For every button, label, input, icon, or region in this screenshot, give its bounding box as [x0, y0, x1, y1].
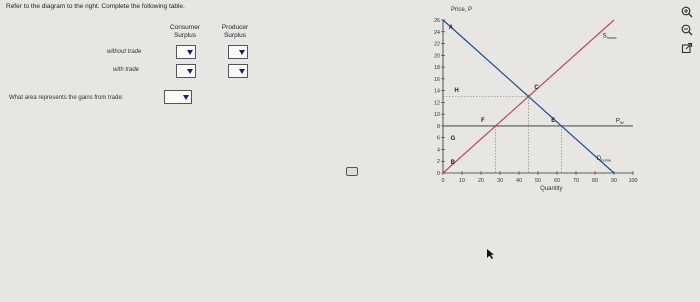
area-label-h: H	[454, 87, 459, 94]
area-label-e: E	[551, 117, 556, 124]
x-tick-label: 60	[554, 178, 560, 184]
x-tick-label: 30	[497, 178, 503, 184]
x-tick-label: 10	[459, 178, 465, 184]
area-label-g: G	[450, 136, 456, 143]
y-tick-label: 24	[434, 29, 440, 36]
chevron-down-icon	[183, 95, 189, 100]
zoom-out-icon[interactable]	[681, 23, 693, 35]
x-tick-label: 70	[573, 178, 579, 184]
area-label-c: C	[534, 84, 539, 91]
y-tick-label: 10	[434, 112, 440, 119]
chevron-down-icon	[187, 69, 193, 74]
mouse-cursor	[487, 246, 495, 264]
gains-question: What area represents the gains from trade:	[9, 95, 124, 101]
x-tick-label: 40	[516, 178, 522, 184]
chevron-down-icon	[239, 50, 245, 55]
area-label-a: A	[448, 24, 454, 31]
y-tick-label: 0	[437, 171, 440, 177]
y-tick-label: 20	[434, 53, 440, 60]
producer-surplus-without-trade-dropdown[interactable]	[228, 45, 248, 59]
consumer-surplus-without-trade-dropdown[interactable]	[176, 45, 196, 59]
row-label-without-trade: without trade	[107, 49, 142, 55]
zoom-in-icon[interactable]	[681, 5, 693, 17]
y-tick-label: 4	[437, 147, 440, 154]
equilibrium-point	[527, 95, 531, 99]
producer-surplus-with-trade-dropdown[interactable]	[228, 64, 248, 78]
demand-curve-label: $D_{home}$	[596, 156, 612, 163]
y-tick-label: 6	[437, 135, 440, 142]
x-tick-label: 0	[441, 178, 445, 184]
y-tick-label: 14	[434, 88, 440, 95]
row-label-with-trade: with trade	[113, 67, 140, 73]
y-tick-label: 2	[437, 159, 440, 166]
supply-curve-label: $S_{home}$	[602, 33, 617, 41]
x-tick-label: 80	[592, 178, 598, 184]
x-tick-label: 100	[628, 178, 638, 184]
external-link-icon[interactable]	[681, 41, 693, 53]
chevron-down-icon	[239, 69, 245, 74]
chevron-down-icon	[187, 50, 193, 55]
panel-resize-handle[interactable]	[346, 167, 358, 176]
producer-surplus-header: Producer Surplus	[221, 24, 249, 39]
x-tick-label: 90	[611, 178, 617, 184]
world-price-label: $P_W$	[615, 118, 624, 125]
y-tick-label: 26	[434, 18, 440, 24]
consumer-surplus-header: Consumer Surplus	[170, 24, 200, 39]
area-label-b: B	[450, 160, 455, 167]
x-axis-label: Quantity	[540, 186, 563, 192]
y-tick-label: 18	[434, 65, 440, 72]
x-tick-label: 50	[535, 178, 541, 184]
gains-from-trade-dropdown[interactable]	[164, 90, 192, 104]
guide-lines	[443, 97, 561, 174]
x-tick-label: 20	[478, 178, 484, 184]
area-label-f: F	[481, 117, 485, 124]
y-tick-label: 22	[434, 41, 440, 48]
consumer-surplus-with-trade-dropdown[interactable]	[176, 64, 196, 78]
y-axis-label: Price, P	[451, 7, 473, 13]
diagram-chart	[415, 0, 655, 200]
y-tick-label: 8	[437, 123, 440, 130]
y-tick-label: 16	[434, 76, 440, 83]
y-tick-label: 12	[434, 100, 440, 107]
instructions-text: Refer to the diagram to the right. Complete the following table.	[6, 3, 185, 10]
